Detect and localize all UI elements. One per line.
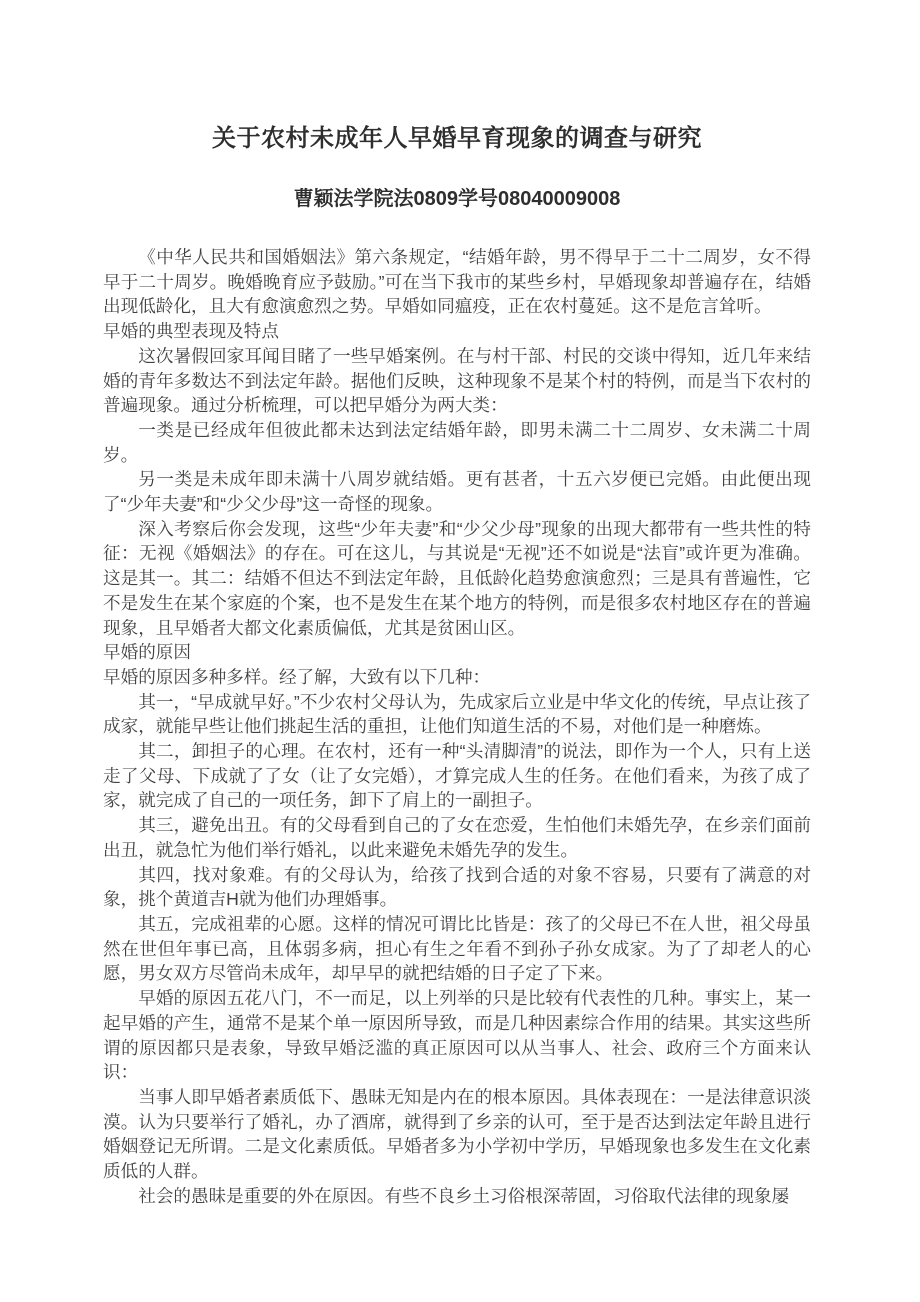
paragraph: 早婚的原因五花八门，不一而足，以上列举的只是比较有代表性的几种。事实上，某一起早婚的产生，通常不是某个单一原因所导致，而是几种因素综合作用的结果。其实这些所谓的原因都只是表象，导致早婚泛滥的真正原因可以从当事人、社会、政府三个方面来认识： — [103, 988, 811, 1083]
paragraph: 社会的愚昧是重要的外在原因。有些不良乡土习俗根深蒂固，习俗取代法律的现象屡 — [138, 1185, 790, 1206]
paragraph: 早婚的原因多种多样。经了解，大致有以下几种： — [103, 666, 491, 687]
document-body — [103, 245, 811, 1208]
paragraph: 当事人即早婚者素质低下、愚昧无知是内在的根本原因。具体表现在：一是法律意识淡漠。认为只要举行了婚礼，办了酒席，就得到了乡亲的认可，至于是否达到法定年龄且进行婚姻登记无所谓。二是文化素质低。早婚者多为小学初中学历，早婚现象也多发生在文化素质低的人群。 — [103, 1086, 811, 1182]
paragraph: 其四，找对象难。有的父母认为，给孩了找到合适的对象不容易，只要有了满意的对象，挑个黄道吉H就为他们办理婚事。 — [103, 864, 811, 910]
paragraph: 这次暑假回家耳闻目睹了一些早婚案例。在与村干部、村民的交谈中得知，近几年来结婚的青年多数达不到法定年龄。据他们反映，这种现象不是某个村的特例，而是当下农村的普遍现象。通过分析梳理，可以把早婚分为两大类： — [103, 345, 811, 416]
document-content — [103, 124, 811, 1208]
page-title: 关于农村未成年人早婚早育现象的调查与研究 — [212, 125, 702, 152]
paragraph: 其二，卸担子的心理。在农村，还有一种“头清脚清”的说法，即作为一个人，只有上送走了父母、下成就了了女（让了女完婚），才算完成人生的任务。在他们看来，为孩了成了家，就完成了自己的一项任务，卸下了肩上的一副担子。 — [103, 741, 811, 811]
paragraph: 另一类是未成年即未满十八周岁就结婚。更有甚者，十五六岁便已完婚。由此便出现了“少年夫妻”和“少父少母”这一奇怪的现象。 — [103, 469, 811, 515]
paragraph: 《中华人民共和国婚姻法》第六条规定，“结婚年龄，男不得早于二十二周岁，女不得早于二十周岁。晚婚晚育应予鼓励。”可在当下我市的某些乡村，早婚现象却普遍存在，结婚出现低龄化，且大有愈演愈烈之势。早婚如同瘟疫，正在农村蔓延。这不是危言耸听。 — [103, 247, 811, 317]
paragraph: 其三，避免出丑。有的父母看到自己的了女在恋爱，生怕他们未婚先孕，在乡亲们面前出丑，就急忙为他们举行婚礼，以此来避免未婚先孕的发生。 — [103, 815, 811, 860]
paragraph: 其五，完成祖辈的心愿。这样的情况可谓比比皆是：孩了的父母已不在人世，祖父母虽然在世但年事已高，且体弱多病，担心有生之年看不到孙子孙女成家。为了了却老人的心愿，男女双方尽管尚未成年，却早早的就把结婚的日子定了下来。 — [103, 913, 811, 984]
paragraph: 其一，“早成就早好。”不少农村父母认为，先成家后立业是中华文化的传统，早点让孩了成家，就能早些让他们挑起生活的重担，让他们知道生活的不易，对他们是一种磨炼。 — [103, 691, 811, 737]
paragraph: 早婚的原因 — [103, 642, 191, 663]
author-byline: 曹颖法学院法0809学号08040009008 — [293, 188, 621, 210]
paragraph: 深入考察后你会发现，这些“少年夫妻”和“少父少母”现象的出现大都带有一些共性的特征：无视《婚姻法》的存在。可在这儿，与其说是“无视”还不如说是“法盲”或许更为准确。这是其一。其二：结婚不但达不到法定年龄，且低龄化趋势愈演愈烈；三是具有普遍性，它不是发生在某个家庭的个案，也不是发生在某个地方的特例，而是很多农村地区存在的普遍现象，且早婚者大都文化素质偏低，尤其是贫困山区。 — [103, 518, 811, 638]
paragraph: 早婚的典型表现及特点 — [103, 321, 279, 342]
paragraph: 一类是已经成年但彼此都未达到法定结婚年龄，即男未满二十二周岁、女未满二十周岁。 — [103, 419, 811, 465]
